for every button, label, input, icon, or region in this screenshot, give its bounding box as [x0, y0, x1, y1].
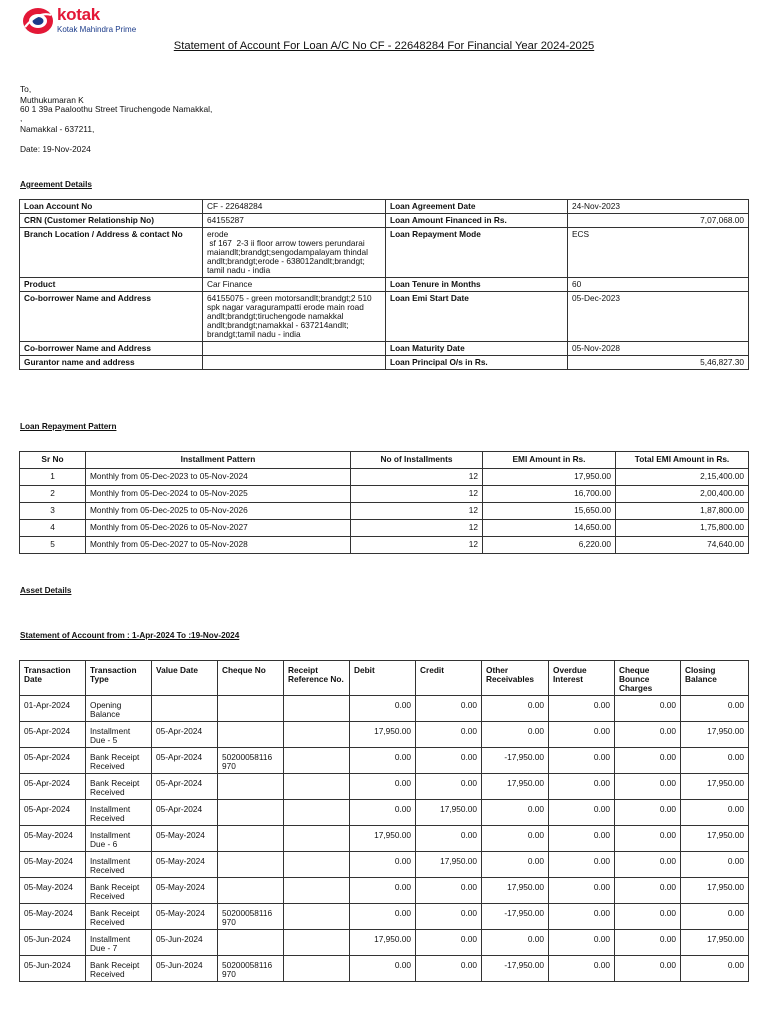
repayment-pattern-heading: Loan Repayment Pattern [20, 422, 117, 431]
repayment-pattern-table [19, 451, 749, 554]
statement-cell: 0.00 [416, 826, 482, 852]
statement-cell: 0.00 [681, 852, 749, 878]
statement-cell: 0.00 [549, 930, 615, 956]
statement-row [20, 930, 749, 956]
customer-name: Muthukumaran K [20, 95, 84, 105]
statement-cell [284, 930, 350, 956]
agreement-value: ECS [568, 228, 749, 278]
statement-cell: 0.00 [350, 800, 416, 826]
statement-cell: 0.00 [549, 696, 615, 722]
repayment-cell: 14,650.00 [483, 520, 616, 537]
statement-heading: Statement of Account from : 1-Apr-2024 To :19-Nov-2024 [20, 631, 240, 640]
repayment-row [20, 469, 749, 486]
repayment-cell: 1 [20, 469, 86, 486]
statement-row [20, 852, 749, 878]
statement-cell: Bank Receipt Received [86, 878, 152, 904]
statement-cell: 0.00 [416, 696, 482, 722]
agreement-row [20, 214, 749, 228]
statement-cell: 17,950.00 [681, 826, 749, 852]
agreement-value: 05-Nov-2028 [568, 342, 749, 356]
statement-cell [284, 852, 350, 878]
repayment-cell: Monthly from 05-Dec-2023 to 05-Nov-2024 [86, 469, 351, 486]
statement-cell [284, 826, 350, 852]
statement-cell: 05-May-2024 [152, 878, 218, 904]
repayment-column-header: Sr No [20, 452, 86, 469]
repayment-cell: 2,15,400.00 [616, 469, 749, 486]
statement-cell: 05-Jun-2024 [152, 930, 218, 956]
statement-cell: 0.00 [615, 956, 681, 982]
statement-cell: 0.00 [549, 956, 615, 982]
statement-cell: 05-Apr-2024 [20, 774, 86, 800]
asset-details-heading: Asset Details [20, 586, 72, 595]
repayment-column-header: No of Installments [351, 452, 483, 469]
statement-cell: 05-May-2024 [152, 852, 218, 878]
statement-cell: 0.00 [681, 696, 749, 722]
statement-cell: 17,950.00 [681, 722, 749, 748]
repayment-row [20, 486, 749, 503]
statement-cell: 05-Jun-2024 [152, 956, 218, 982]
agreement-label: Loan Maturity Date [386, 342, 568, 356]
statement-cell: 0.00 [350, 956, 416, 982]
statement-row [20, 748, 749, 774]
statement-cell: 0.00 [350, 696, 416, 722]
repayment-cell: 3 [20, 503, 86, 520]
repayment-cell: 12 [351, 469, 483, 486]
statement-cell: 0.00 [681, 904, 749, 930]
statement-cell: 05-Apr-2024 [20, 748, 86, 774]
statement-cell [284, 800, 350, 826]
statement-cell [218, 852, 284, 878]
statement-cell: 17,950.00 [416, 800, 482, 826]
statement-cell: 0.00 [416, 956, 482, 982]
repayment-cell: 4 [20, 520, 86, 537]
statement-cell: 0.00 [416, 904, 482, 930]
repayment-row [20, 503, 749, 520]
statement-cell: 05-Apr-2024 [152, 774, 218, 800]
statement-cell: 0.00 [549, 722, 615, 748]
statement-cell: 0.00 [549, 826, 615, 852]
statement-cell: Installment Received [86, 852, 152, 878]
repayment-cell: Monthly from 05-Dec-2025 to 05-Nov-2026 [86, 503, 351, 520]
statement-cell: 0.00 [350, 904, 416, 930]
statement-cell: 0.00 [482, 930, 549, 956]
repayment-cell: 5 [20, 537, 86, 554]
address-line-3: Namakkal - 637211, [20, 124, 95, 134]
statement-cell: 0.00 [416, 748, 482, 774]
statement-cell: 17,950.00 [681, 930, 749, 956]
statement-column-header: Value Date [152, 661, 218, 696]
agreement-label: CRN (Customer Relationship No) [20, 214, 203, 228]
statement-table [19, 660, 749, 982]
statement-row [20, 826, 749, 852]
agreement-value: CF - 22648284 [203, 200, 386, 214]
statement-cell: 0.00 [350, 878, 416, 904]
statement-cell: 01-Apr-2024 [20, 696, 86, 722]
statement-cell: 05-May-2024 [20, 826, 86, 852]
repayment-column-header: Total EMI Amount in Rs. [616, 452, 749, 469]
page-title: Statement of Account For Loan A/C No CF - 22648284 For Financial Year 2024-2025 [173, 40, 595, 52]
statement-cell: 17,950.00 [482, 774, 549, 800]
statement-row [20, 696, 749, 722]
repayment-column-header: Installment Pattern [86, 452, 351, 469]
statement-cell: 0.00 [549, 904, 615, 930]
statement-cell: 0.00 [549, 878, 615, 904]
statement-cell: 0.00 [681, 956, 749, 982]
statement-cell [218, 696, 284, 722]
statement-cell: 17,950.00 [482, 878, 549, 904]
repayment-cell: 2 [20, 486, 86, 503]
logo-subtitle: Kotak Mahindra Prime [57, 25, 137, 34]
statement-cell: 0.00 [350, 774, 416, 800]
statement-cell [284, 878, 350, 904]
agreement-value [203, 356, 386, 370]
statement-cell [284, 904, 350, 930]
repayment-cell: 12 [351, 520, 483, 537]
agreement-value: 7,07,068.00 [568, 214, 749, 228]
statement-cell: 0.00 [482, 696, 549, 722]
statement-cell [218, 826, 284, 852]
statement-cell [284, 956, 350, 982]
statement-cell: 0.00 [681, 748, 749, 774]
statement-cell: 0.00 [350, 748, 416, 774]
statement-cell: 17,950.00 [416, 852, 482, 878]
repayment-cell: 12 [351, 503, 483, 520]
kotak-logo [22, 5, 152, 37]
repayment-cell: 12 [351, 486, 483, 503]
repayment-cell: Monthly from 05-Dec-2026 to 05-Nov-2027 [86, 520, 351, 537]
statement-cell: 05-Apr-2024 [152, 748, 218, 774]
statement-cell [284, 748, 350, 774]
agreement-value: 24-Nov-2023 [568, 200, 749, 214]
statement-cell: 50200058116 970 [218, 904, 284, 930]
repayment-cell: 1,75,800.00 [616, 520, 749, 537]
agreement-label: Branch Location / Address & contact No [20, 228, 203, 278]
statement-cell: 0.00 [416, 930, 482, 956]
statement-date: Date: 19-Nov-2024 [20, 144, 91, 154]
statement-cell: 0.00 [615, 852, 681, 878]
repayment-cell: 74,640.00 [616, 537, 749, 554]
statement-column-header: Overdue Interest [549, 661, 615, 696]
agreement-label: Loan Tenure in Months [386, 278, 568, 292]
statement-cell: 0.00 [549, 774, 615, 800]
agreement-value: 64155075 - green motorsandlt;brandgt;2 510 spk nagar varagurampatti erode main road andlt;brandgt;tiruchengode namakkal andlt;brandgt;namakkal - 637214andlt; brandgt;tamil nadu - india [203, 292, 386, 342]
agreement-value: 05-Dec-2023 [568, 292, 749, 342]
statement-cell: Opening Balance [86, 696, 152, 722]
statement-column-header: Cheque No [218, 661, 284, 696]
agreement-row [20, 278, 749, 292]
statement-cell: Installment Due - 5 [86, 722, 152, 748]
statement-cell: 0.00 [615, 774, 681, 800]
statement-cell: 0.00 [615, 826, 681, 852]
agreement-value: 5,46,827.30 [568, 356, 749, 370]
statement-cell: Bank Receipt Received [86, 748, 152, 774]
statement-cell: 17,950.00 [681, 774, 749, 800]
repayment-cell: 2,00,400.00 [616, 486, 749, 503]
repayment-cell: 6,220.00 [483, 537, 616, 554]
statement-cell: -17,950.00 [482, 956, 549, 982]
statement-cell: 0.00 [615, 930, 681, 956]
agreement-value: 64155287 [203, 214, 386, 228]
statement-row [20, 722, 749, 748]
statement-cell: 0.00 [482, 722, 549, 748]
statement-cell [218, 878, 284, 904]
statement-cell [218, 774, 284, 800]
statement-cell: 0.00 [350, 852, 416, 878]
statement-cell: Installment Due - 7 [86, 930, 152, 956]
repayment-row [20, 537, 749, 554]
statement-cell: 0.00 [615, 722, 681, 748]
agreement-row [20, 342, 749, 356]
statement-row [20, 774, 749, 800]
statement-cell: 05-Jun-2024 [20, 956, 86, 982]
statement-cell: 0.00 [615, 904, 681, 930]
statement-row [20, 878, 749, 904]
repayment-cell: 15,650.00 [483, 503, 616, 520]
repayment-column-header: EMI Amount in Rs. [483, 452, 616, 469]
statement-cell: 05-May-2024 [20, 904, 86, 930]
statement-cell: 17,950.00 [350, 930, 416, 956]
statement-cell: 17,950.00 [350, 826, 416, 852]
statement-cell [218, 800, 284, 826]
statement-cell: Bank Receipt Received [86, 774, 152, 800]
statement-cell: 0.00 [549, 748, 615, 774]
statement-cell: 0.00 [615, 878, 681, 904]
statement-column-header: Credit [416, 661, 482, 696]
statement-cell: 17,950.00 [681, 878, 749, 904]
statement-cell: 0.00 [615, 696, 681, 722]
agreement-row [20, 292, 749, 342]
statement-cell: 05-May-2024 [152, 826, 218, 852]
agreement-label: Loan Emi Start Date [386, 292, 568, 342]
agreement-label: Loan Account No [20, 200, 203, 214]
address-line-2: , [20, 113, 23, 123]
agreement-row [20, 228, 749, 278]
agreement-label: Co-borrower Name and Address [20, 292, 203, 342]
statement-cell: 05-May-2024 [20, 878, 86, 904]
kotak-logo-icon [22, 7, 54, 35]
statement-cell: 17,950.00 [350, 722, 416, 748]
statement-cell: 0.00 [549, 800, 615, 826]
agreement-label: Loan Amount Financed in Rs. [386, 214, 568, 228]
address-line-1: 60 1 39a Paaloothu Street Tiruchengode Namakkal, [20, 104, 213, 114]
agreement-row [20, 200, 749, 214]
statement-cell: 05-May-2024 [20, 852, 86, 878]
statement-row [20, 904, 749, 930]
statement-cell: 05-Apr-2024 [20, 800, 86, 826]
statement-cell: 0.00 [549, 852, 615, 878]
statement-cell: Bank Receipt Received [86, 904, 152, 930]
statement-cell: 0.00 [681, 800, 749, 826]
statement-cell: 50200058116 970 [218, 956, 284, 982]
statement-cell [218, 930, 284, 956]
agreement-label: Gurantor name and address [20, 356, 203, 370]
statement-cell: 0.00 [416, 722, 482, 748]
repayment-cell: 16,700.00 [483, 486, 616, 503]
logo-wordmark: kotak [57, 5, 100, 24]
statement-column-header: Cheque Bounce Charges [615, 661, 681, 696]
statement-cell: 0.00 [416, 774, 482, 800]
address-to: To, [20, 84, 32, 94]
statement-cell: 0.00 [615, 800, 681, 826]
statement-cell: 50200058116 970 [218, 748, 284, 774]
statement-row [20, 956, 749, 982]
repayment-cell: 12 [351, 537, 483, 554]
statement-cell: -17,950.00 [482, 748, 549, 774]
statement-cell: 0.00 [482, 800, 549, 826]
agreement-value: erode sf 167 2-3 ii floor arrow towers perundarai maiandlt;brandgt;sengodampalayam thindal andlt;brandgt;erode - 638012andlt;brandgt; tamil nadu - india [203, 228, 386, 278]
statement-cell: 05-Apr-2024 [152, 800, 218, 826]
agreement-details-table [19, 199, 749, 370]
statement-cell [152, 696, 218, 722]
statement-cell: 0.00 [615, 748, 681, 774]
agreement-value: 60 [568, 278, 749, 292]
agreement-details-heading: Agreement Details [20, 180, 92, 189]
agreement-label: Loan Agreement Date [386, 200, 568, 214]
repayment-cell: Monthly from 05-Dec-2027 to 05-Nov-2028 [86, 537, 351, 554]
statement-cell: -17,950.00 [482, 904, 549, 930]
agreement-value [203, 342, 386, 356]
statement-column-header: Transaction Date [20, 661, 86, 696]
statement-cell [284, 696, 350, 722]
statement-cell: 0.00 [482, 826, 549, 852]
statement-cell: Bank Receipt Received [86, 956, 152, 982]
agreement-row [20, 356, 749, 370]
agreement-label: Product [20, 278, 203, 292]
agreement-label: Loan Principal O/s in Rs. [386, 356, 568, 370]
repayment-cell: 17,950.00 [483, 469, 616, 486]
statement-cell [218, 722, 284, 748]
statement-cell [284, 774, 350, 800]
repayment-row [20, 520, 749, 537]
agreement-label: Co-borrower Name and Address [20, 342, 203, 356]
statement-cell: 05-May-2024 [152, 904, 218, 930]
statement-column-header: Other Receivables [482, 661, 549, 696]
statement-cell: 05-Apr-2024 [152, 722, 218, 748]
agreement-label: Loan Repayment Mode [386, 228, 568, 278]
repayment-cell: 1,87,800.00 [616, 503, 749, 520]
statement-cell [284, 722, 350, 748]
statement-column-header: Receipt Reference No. [284, 661, 350, 696]
agreement-value: Car Finance [203, 278, 386, 292]
statement-column-header: Transaction Type [86, 661, 152, 696]
statement-row [20, 800, 749, 826]
statement-cell: 0.00 [482, 852, 549, 878]
statement-cell: Installment Received [86, 800, 152, 826]
repayment-cell: Monthly from 05-Dec-2024 to 05-Nov-2025 [86, 486, 351, 503]
statement-cell: 0.00 [416, 878, 482, 904]
statement-column-header: Debit [350, 661, 416, 696]
statement-column-header: Closing Balance [681, 661, 749, 696]
statement-cell: 05-Jun-2024 [20, 930, 86, 956]
statement-cell: 05-Apr-2024 [20, 722, 86, 748]
statement-cell: Installment Due - 6 [86, 826, 152, 852]
